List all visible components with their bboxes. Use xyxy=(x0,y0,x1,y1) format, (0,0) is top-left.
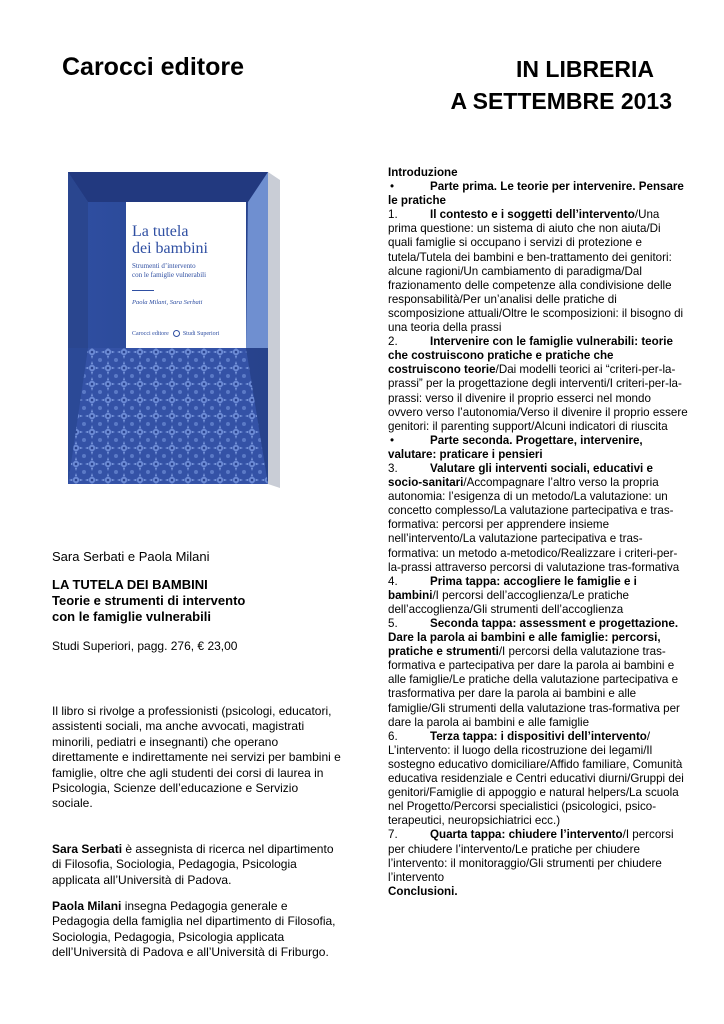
toc-chapter-7 xyxy=(388,828,688,884)
chapter-number: 6. xyxy=(388,729,398,743)
chapter-number: 1. xyxy=(388,208,398,222)
book-title: LA TUTELA DEI BAMBINI xyxy=(52,577,208,592)
toc-part-1 xyxy=(388,180,688,208)
bio-milani-text: insegna Pedagogia generale e Pedagogia della famiglia nel dipartimento di Filosofia, Sociologia, Pedagogia, Psicologia applicata dell’Università di Padova e all’Università di Friburgo. xyxy=(52,899,336,960)
chapter-number: 2. xyxy=(388,335,398,349)
toc-chapter-6 xyxy=(388,730,688,829)
cover-publisher: Carocci editore xyxy=(132,331,169,337)
chapter-sections: /I percorsi per chiudere l’intervento/Le pratiche per chiudere l’intervento: il monitoraggio/Gli strumenti per chiudere l’intervento xyxy=(388,828,674,884)
chapter-title: Il contesto e i soggetti dell’intervento xyxy=(430,208,635,222)
cover-title-line-1: La tutela xyxy=(132,223,189,240)
chapter-sections: /Una prima questione: un sistema di aiuto che non aiuta/Di quali famiglie si occupano i servizi di protezione e tutela/Tutela dei bambini e ben-trattamento dei genitori: alcune ragioni/Un cambiamento di paradigma/Dal frazionamento delle competenze alla condivisione delle responsabilità/Per un’analisi delle pratiche di scomposizione attuali/Oltre le scomposizioni: il bisogno di una teoria della prassi xyxy=(388,208,684,335)
author-bio-serbati xyxy=(52,842,342,888)
book-cover-image xyxy=(68,168,290,490)
cover-footer xyxy=(132,330,252,338)
chapter-title: Valutare gli interventi sociali, educativi e socio-sanitari xyxy=(388,461,653,490)
description-text: Il libro si rivolge a professionisti (psicologi, educatori, assistenti sociali, ma anche avvocati, magistrati minorili, pediatri e insegnanti) che operano direttamente e indirettamente nei servizi per bambini e famiglie, oltre che agli studenti dei corsi di laurea in Psicologia, Scienze dell’educazione e Servizio sociale. xyxy=(52,704,341,811)
toc-chapter-4 xyxy=(388,575,688,617)
book-subtitle-line-1: Teorie e strumenti di intervento xyxy=(52,593,246,608)
chapter-sections: /Accompagnare l’altro verso la propria autonomia: l’esigenza di un metodo/La valutazione: un concetto complesso/La valutazione partecipativa e tras-formativa: percorsi per apprendere insieme nell’intervento/La valutazione partecipativa e tras-formativa: un metodo a-metodico/Realizzare i criteri-per-la-prassi attraverso percorsi di valutazione tras-formativa xyxy=(388,476,680,574)
chapter-sections: /I percorsi della valutazione tras-formativa e partecipativa per dare la parola ai bambini e alle famiglie/Le pratiche della valutazione partecipativa e trasformativa per dare la parola ai bambini e alle famiglie/Gli strumenti della valutazione tras-formativa per dare la parola ai bambini e alle famiglie xyxy=(388,645,680,729)
cover-series-icon xyxy=(173,330,180,337)
toc-introduction: Introduzione xyxy=(388,166,458,179)
table-of-contents xyxy=(388,166,688,899)
bio-serbati-name: Sara Serbati xyxy=(52,842,123,856)
book-description xyxy=(52,704,342,812)
chapter-number: 5. xyxy=(388,617,398,630)
chapter-title: Terza tappa: i dispositivi dell’intervento xyxy=(430,729,647,743)
bio-milani-paragraph xyxy=(52,899,342,961)
toc-conclusion: Conclusioni. xyxy=(388,884,458,898)
author-bio-milani xyxy=(52,899,342,961)
toc-part-2 xyxy=(388,434,688,462)
toc-chapter-3 xyxy=(388,462,688,575)
chapter-number: 7. xyxy=(388,828,398,842)
toc-chapter-2 xyxy=(388,335,688,434)
publisher-heading: Carocci editore xyxy=(62,53,245,81)
bullet-icon: • xyxy=(390,433,395,447)
bio-serbati-paragraph xyxy=(52,842,342,888)
announce-line-1: IN LIBRERIA xyxy=(516,56,654,82)
cover-series: Studi Superiori xyxy=(182,331,220,337)
chapter-title: Intervenire con le famiglie vulnerabili: teorie che costruiscono pratiche e pratiche che costruiscono teorie xyxy=(388,335,673,377)
cover-subtitle-line-2: con le famiglie vulnerabili xyxy=(132,271,207,279)
cover-subtitle-line-1: Strumenti d’intervento xyxy=(132,262,196,270)
cover-title-line-2: dei bambini xyxy=(132,240,208,257)
toc-part-1-title: Parte prima. Le teorie per intervenire. Pensare le pratiche xyxy=(388,180,684,208)
toc-part-2-title: Parte seconda. Progettare, intervenire, valutare: praticare i pensieri xyxy=(388,433,643,461)
chapter-sections: /I percorsi dell’accoglienza/Le pratiche dell’accoglienza/Gli strumenti dell’accoglienza xyxy=(388,588,630,616)
book-authors: Sara Serbati e Paola Milani xyxy=(52,549,210,564)
chapter-title: Seconda tappa: assessment e progettazione. Dare la parola ai bambini e alle famiglie: percorsi, pratiche e strumenti xyxy=(388,617,679,659)
book-title-block xyxy=(52,577,342,625)
chapter-title: Prima tappa: accogliere le famiglie e i bambini xyxy=(388,574,637,602)
cover-divider xyxy=(132,290,154,291)
bio-serbati-text: è assegnista di ricerca nel dipartimento di Filosofia, Sociologia, Pedagogia, Psicologia applicata all’Università di Padova. xyxy=(52,842,334,887)
chapter-number: 4. xyxy=(388,574,398,588)
book-subtitle-line-2: con le famiglie vulnerabili xyxy=(52,609,211,624)
announce-line-2: A SETTEMBRE 2013 xyxy=(450,88,672,114)
cover-authors: Paola Milani, Sara Serbati xyxy=(132,299,203,306)
chapter-number: 3. xyxy=(388,461,398,475)
cover-text xyxy=(132,223,244,337)
publication-info: Studi Superiori, pagg. 276, € 23,00 xyxy=(52,639,238,653)
bio-milani-name: Paola Milani xyxy=(52,899,122,913)
chapter-title: Quarta tappa: chiudere l’intervento xyxy=(430,828,623,842)
toc-chapter-5 xyxy=(388,617,688,730)
bullet-icon: • xyxy=(390,180,395,194)
release-announcement xyxy=(450,53,672,117)
chapter-sections: / L’intervento: il luogo della ricostruzione dei legami/Il sostegno educativo domiciliare/Affido familiare, Comunità educativa residenziale e Centri educativi diurni/Gruppi dei genitori/Famiglie di appoggio e natural helpers/La scuola nel Progetto/Percorsi specialistici (psicologici, psico-terapeutici, neuropsichiatrici ecc.) xyxy=(388,729,684,828)
toc-chapter-1 xyxy=(388,208,688,335)
chapter-sections: /Dai modelli teorici ai “criteri-per-la-prassi” per la progettazione degli interventi/I criteri-per-la-prassi: verso il divenire il proprio esserci nel mondo ovvero verso l’autonomia/Verso il divenire il proprio essere genitori: il parenting support/Alcuni indicatori di riuscita xyxy=(388,363,688,433)
